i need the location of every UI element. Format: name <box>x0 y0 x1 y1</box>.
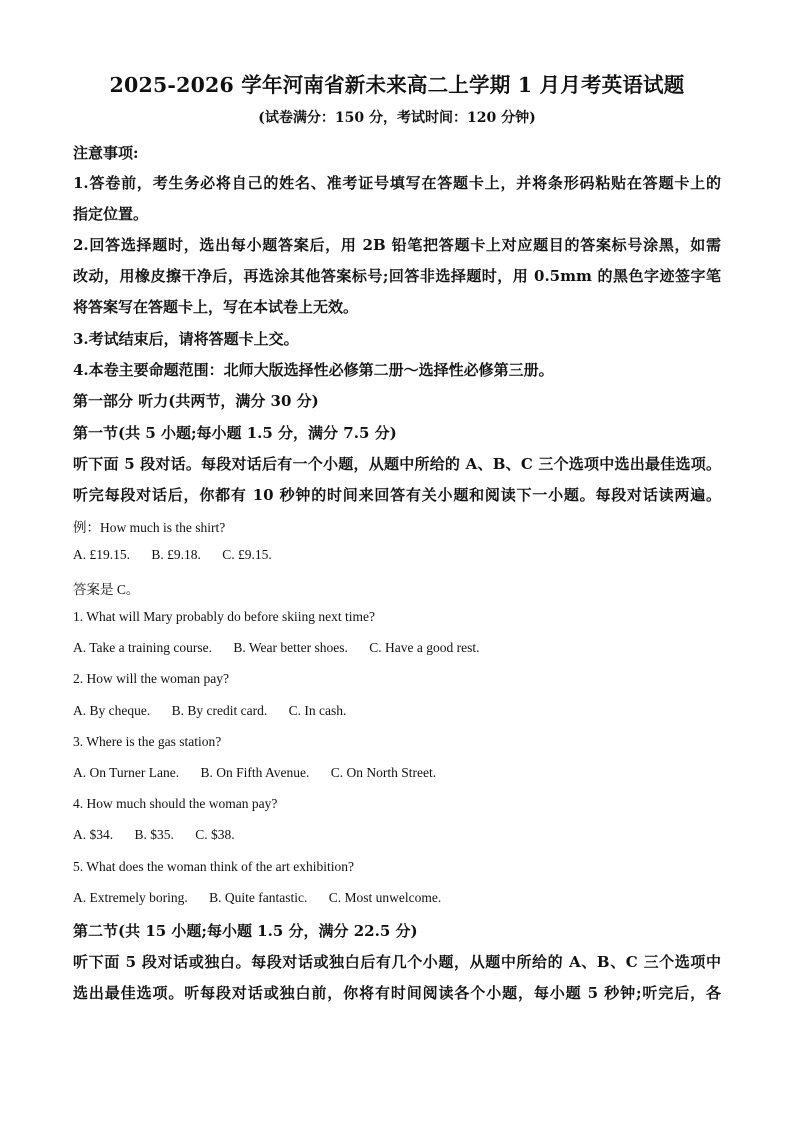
option-a: A. Take a training course. <box>73 640 213 655</box>
notes-line: 指定位置。 <box>73 205 149 223</box>
option-c: C. In cash. <box>288 703 347 718</box>
notes-heading: 注意事项: <box>73 144 139 162</box>
example-question: 例：How much is the shirt? <box>73 520 226 535</box>
question-options <box>73 765 436 781</box>
notes-line: 2.回答选择题时，选出每小题答案后，用 2B 铅笔把答题卡上对应题目的答案标号涂黑，如需 <box>73 236 721 254</box>
option-b: B. Quite fantastic. <box>209 890 308 905</box>
example-answer: 答案是 C。 <box>73 582 140 597</box>
question-text: 2. How will the woman pay? <box>73 671 229 686</box>
option-c: C. Most unwelcome. <box>328 890 442 905</box>
question-options <box>73 640 480 656</box>
notes-line: 3.考试结束后，请将答题卡上交。 <box>73 330 299 348</box>
option-c: C. $38. <box>195 827 235 842</box>
option-a: A. $34. <box>73 827 114 842</box>
section2-heading: 第二节(共 15 小题;每小题 1.5 分，满分 22.5 分) <box>73 922 418 940</box>
example-options <box>73 547 272 563</box>
option-b: B. £9.18. <box>151 547 201 562</box>
section1-heading: 第一节(共 5 小题;每小题 1.5 分，满分 7.5 分) <box>73 424 397 442</box>
question-text: 1. What will Mary probably do before skiing next time? <box>73 609 375 624</box>
notes-line: 改动，用橡皮擦干净后，再选涂其他答案标号;回答非选择题时，用 0.5mm 的黑色字迹签字笔 <box>73 267 721 285</box>
exam-title: 2025-2026 学年河南省新未来高二上学期 1 月月考英语试题 <box>109 73 685 97</box>
option-c: C. £9.15. <box>222 547 272 562</box>
question-options <box>73 703 346 719</box>
part1-heading: 第一部分 听力(共两节，满分 30 分) <box>73 392 319 410</box>
notes-line: 4.本卷主要命题范围：北师大版选择性必修第二册～选择性必修第三册。 <box>73 361 554 379</box>
option-c: C. Have a good rest. <box>369 640 480 655</box>
option-b: B. By credit card. <box>171 703 268 718</box>
exam-subtitle: (试卷满分：150 分，考试时间：120 分钟) <box>258 110 536 126</box>
section1-instruction: 听完每段对话后，你都有 10 秒钟的时间来回答有关小题和阅读下一小题。每段对话读两遍。 <box>73 486 721 504</box>
question-options <box>73 827 235 843</box>
option-b: B. Wear better shoes. <box>233 640 348 655</box>
question-text: 4. How much should the woman pay? <box>73 796 278 811</box>
section1-instruction: 听下面 5 段对话。每段对话后有一个小题，从题中所给的 A、B、C 三个选项中选出最佳选项。 <box>73 455 721 473</box>
question-options <box>73 890 441 906</box>
option-b: B. On Fifth Avenue. <box>200 765 310 780</box>
question-text: 3. Where is the gas station? <box>73 734 222 749</box>
option-c: C. On North Street. <box>330 765 437 780</box>
notes-line: 1.答卷前，考生务必将自己的姓名、准考证号填写在答题卡上，并将条形码粘贴在答题卡上的 <box>73 174 721 192</box>
question-text: 5. What does the woman think of the art exhibition? <box>73 859 354 874</box>
notes-line: 将答案写在答题卡上，写在本试卷上无效。 <box>73 298 359 316</box>
option-a: A. On Turner Lane. <box>73 765 180 780</box>
option-b: B. $35. <box>134 827 174 842</box>
section2-instruction: 听下面 5 段对话或独白。每段对话或独白后有几个小题，从题中所给的 A、B、C 三个选项中 <box>73 953 721 971</box>
option-a: A. Extremely boring. <box>73 890 188 905</box>
option-a: A. By cheque. <box>73 703 151 718</box>
section2-instruction: 选出最佳选项。听每段对话或独白前，你将有时间阅读各个小题，每小题 5 秒钟;听完后，各 <box>73 984 721 1002</box>
option-a: A. £19.15. <box>73 547 130 562</box>
